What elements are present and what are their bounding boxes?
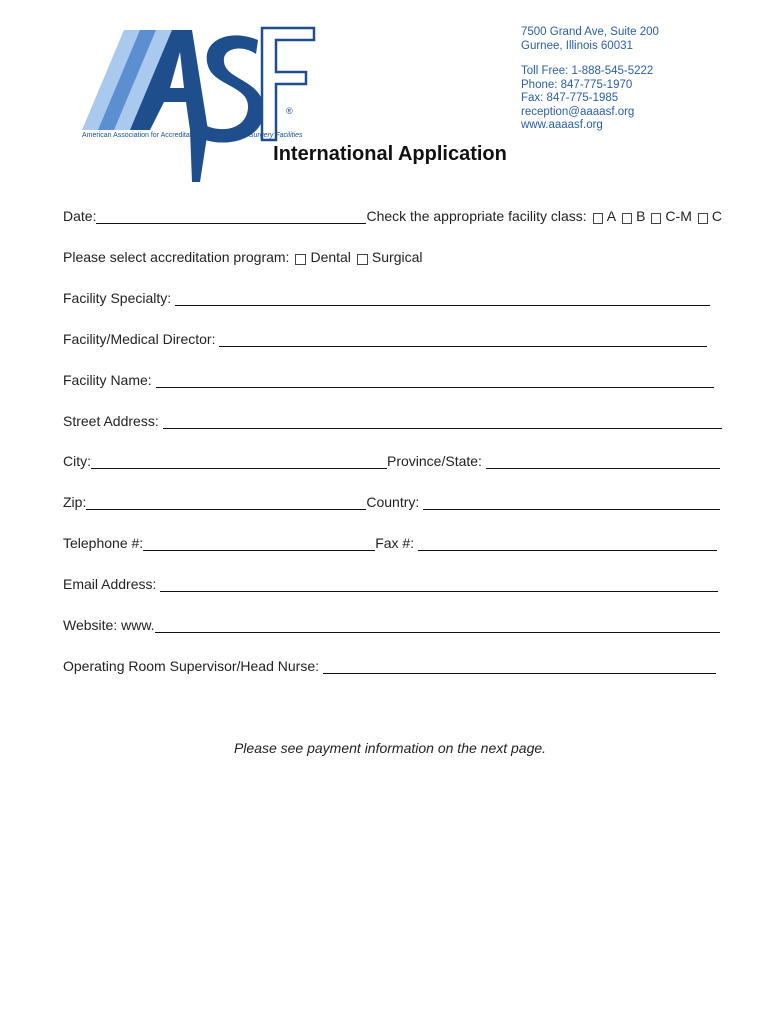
address-line-1: 7500 Grand Ave, Suite 200 (521, 26, 659, 38)
city-label: City: (63, 453, 91, 469)
class-c-checkbox[interactable] (698, 213, 708, 224)
street-label: Street Address: (63, 413, 159, 429)
province-label: Province/State: (387, 453, 482, 469)
email-row (63, 576, 718, 592)
contact-website: www.aaaasf.org (521, 119, 603, 131)
specialty-field[interactable] (175, 291, 710, 306)
website-row (63, 617, 720, 633)
page-title: International Application (273, 143, 507, 165)
director-field[interactable] (219, 332, 707, 347)
surgical-label: Surgical (371, 249, 423, 265)
telephone-label: Telephone #: (63, 535, 144, 551)
logo-caption-right: of Ambulatory Surgery Facilities (204, 132, 303, 139)
class-cm-checkbox[interactable] (651, 213, 661, 224)
telephone-row (63, 535, 717, 551)
website-field[interactable] (155, 618, 720, 633)
class-a-label: A (606, 208, 617, 224)
facility-name-field[interactable] (156, 373, 714, 388)
street-row (63, 413, 722, 429)
dental-label: Dental (310, 249, 351, 265)
email-label: Email Address: (63, 576, 157, 592)
director-label: Facility/Medical Director: (63, 331, 216, 347)
province-field[interactable] (486, 454, 720, 469)
date-class-row (63, 208, 722, 224)
email-field[interactable] (160, 577, 718, 592)
specialty-label: Facility Specialty: (63, 290, 172, 306)
phone: Phone: 847-775-1970 (521, 78, 633, 91)
registered-mark: ® (286, 106, 293, 116)
city-row (63, 453, 720, 469)
zip-row (63, 494, 720, 510)
website-label: Website: www. (63, 617, 155, 633)
class-c-label: C (711, 208, 722, 224)
supervisor-row (63, 658, 716, 674)
country-label: Country: (366, 494, 420, 510)
logo-letter-s (196, 35, 264, 142)
facility-name-label: Facility Name: (63, 372, 152, 388)
fax-field[interactable] (418, 536, 717, 551)
class-a-checkbox[interactable] (593, 213, 603, 224)
supervisor-field[interactable] (323, 659, 716, 674)
dental-checkbox[interactable] (295, 254, 306, 265)
city-field[interactable] (91, 454, 387, 469)
facility-class-label: Check the appropriate facility class: (366, 208, 587, 224)
contact-email: reception@aaaasf.org (521, 105, 635, 118)
specialty-row (63, 290, 710, 306)
fax-label: Fax #: (375, 535, 415, 551)
toll-free: Toll Free: 1-888-545-5222 (521, 65, 654, 77)
program-label: Please select accreditation program: (63, 249, 290, 265)
zip-label: Zip: (63, 494, 87, 510)
payment-note: Please see payment information on the next page. (233, 740, 547, 756)
address-line-2: Gurnee, Illinois 60031 (521, 39, 633, 52)
fax: Fax: 847-775-1985 (521, 92, 619, 104)
class-b-checkbox[interactable] (622, 213, 632, 224)
date-label: Date: (63, 208, 97, 224)
logo-letter-f (262, 28, 314, 140)
contact-block (521, 26, 659, 133)
program-row (63, 249, 722, 265)
supervisor-label: Operating Room Supervisor/Head Nurse: (63, 658, 320, 674)
country-field[interactable] (423, 495, 720, 510)
street-field[interactable] (163, 414, 722, 429)
surgical-checkbox[interactable] (357, 254, 368, 265)
facility-name-row (63, 372, 714, 388)
date-field[interactable] (96, 209, 366, 224)
logo-caption-left: American Association for Accreditation (82, 132, 202, 139)
director-row (63, 331, 707, 347)
telephone-field[interactable] (143, 536, 375, 551)
class-cm-label: C-M (665, 208, 692, 224)
class-b-label: B (636, 208, 646, 224)
zip-field[interactable] (86, 495, 366, 510)
